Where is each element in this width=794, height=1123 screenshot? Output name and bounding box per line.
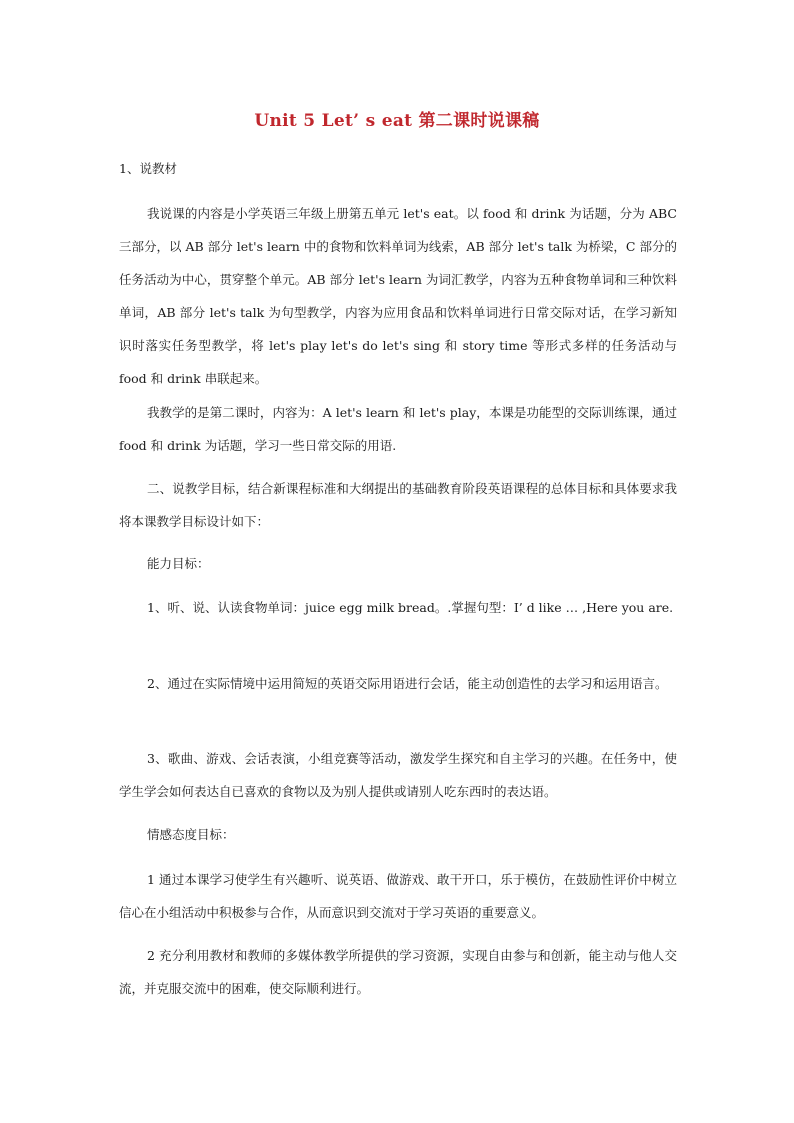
paragraph-textbook-content: 我说课的内容是小学英语三年级上册第五单元 let's eat。以 food 和 drink 为话题，分为 ABC 三部分，以 AB 部分 let's learn 中的食物和饮料单词为线索，AB 部分 let's talk 为桥梁，C 部分的任务活动为中心，贯穿整个单元。AB 部分 let's learn 为词汇教学，内容为五种食物单词和三种饮料单词，AB 部分 let's talk 为句型教学，内容为应用食品和饮料单词进行日常交际对话，在学习新知识时落实任务型教学，将 let's play let's do let's sing 和 story time 等形式多样的任务活动与 food 和 drink 串联起来。 <box>119 206 677 386</box>
ability-goal-1: 1、听、说、认读食物单词：juice egg milk bread。.掌握句型：I’ d like … ,Here you are. <box>147 600 674 615</box>
emotion-goal-1: 1 通过本课学习使学生有兴趣听、说英语、做游戏、敢干开口，乐于模仿，在鼓励性评价中树立信心在小组活动中积极参与合作，从而意识到交流对于学习英语的重要意义。 <box>119 872 677 920</box>
document-title: Unit 5 Let’ s eat 第二课时说课稿 <box>254 111 540 131</box>
section-heading-textbook: 1、说教材 <box>119 161 177 176</box>
emotion-goal-2: 2 充分利用教材和教师的多媒体教学所提供的学习资源，实现自由参与和创新，能主动与他人交流，并克服交流中的困难，使交际顺利进行。 <box>119 948 677 996</box>
paragraph-lesson-content: 我教学的是第二课时，内容为：A let's learn 和 let's play，本课是功能型的交际训练课，通过 food 和 drink 为话题，学习一些日常交际的用语. <box>119 405 677 453</box>
ability-goal-3: 3、歌曲、游戏、会话表演，小组竞赛等活动，激发学生探究和自主学习的兴趣。在任务中，使学生学会如何表达自已喜欢的食物以及为别人提供或请别人吃东西时的表达语。 <box>119 751 677 799</box>
ability-goal-2: 2、通过在实际情境中运用简短的英语交际用语进行会话，能主动创造性的去学习和运用语言。 <box>147 676 668 691</box>
ability-goals-heading: 能力目标： <box>147 556 210 571</box>
paragraph-teaching-goals: 二、说教学目标，结合新课程标准和大纲提出的基础教育阶段英语课程的总体目标和具体要求我将本课教学目标设计如下： <box>119 481 677 529</box>
emotion-goals-heading: 情感态度目标： <box>147 827 235 842</box>
